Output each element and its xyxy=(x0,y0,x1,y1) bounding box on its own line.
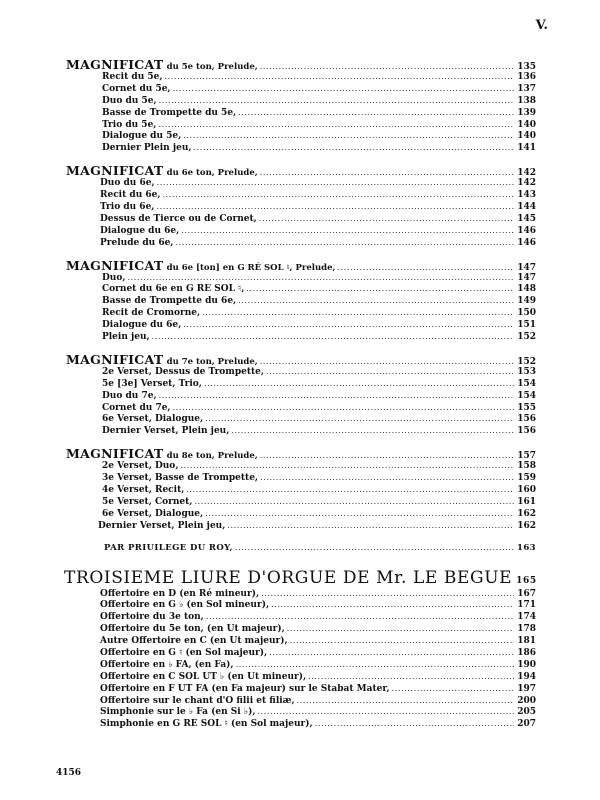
page-ref: 156 xyxy=(517,426,536,437)
page-ref: 152 xyxy=(517,332,536,343)
section-detail: du 6e ton, Prelude, xyxy=(166,168,258,179)
toc-entry xyxy=(66,484,536,496)
entry-label: 4e Verset, Recit, xyxy=(102,485,185,496)
entry-label: Dialogue du 5e, xyxy=(102,131,182,142)
entry-label: Recit du 5e, xyxy=(102,72,163,82)
toc-entry xyxy=(66,307,536,319)
entry-label: 5e [3e] Verset, Trio, xyxy=(102,378,202,389)
printer-signature: 4156 xyxy=(56,768,82,778)
book-title-label: TROISIEME LIURE D'ORGUE DE Mr. LE BEGUE xyxy=(64,567,513,588)
toc-entry xyxy=(66,225,536,237)
section-title: MAGNIFICAT xyxy=(66,446,164,462)
page-ref: 194 xyxy=(517,671,536,682)
page-ref: 150 xyxy=(517,308,536,319)
book-title xyxy=(64,568,536,588)
page-ref: 148 xyxy=(517,284,536,295)
page-ref: 144 xyxy=(517,202,536,213)
entry-label: 6e Verset, Dialogue, xyxy=(102,508,204,519)
page-ref: 146 xyxy=(517,225,536,236)
page-ref: 161 xyxy=(517,496,536,507)
entry-label: Basse de Trompette du 6e, xyxy=(102,296,237,307)
page-ref: 147 xyxy=(517,272,536,283)
entry-label: 6e Verset, Dialogue, xyxy=(102,414,204,425)
page-ref: 155 xyxy=(517,402,536,413)
toc-entry xyxy=(66,472,536,484)
toc-entry xyxy=(66,425,536,437)
page-ref: 145 xyxy=(517,213,536,224)
entry-label: Offertoire en G ♭ (en Sol mineur), xyxy=(100,600,270,611)
entry-label: Offertoire en C SOL UT ♭ (en Ut mineur), xyxy=(100,671,307,682)
page-ref: 136 xyxy=(517,72,536,82)
page-ref: 158 xyxy=(517,461,536,472)
entry-label: Dernier Verset, Plein jeu, xyxy=(102,426,230,437)
toc-entry xyxy=(66,83,536,95)
page-ref: 186 xyxy=(517,647,536,658)
section-heading xyxy=(66,58,536,71)
entry-label: Autre Offertoire en C (en Ut majeur), xyxy=(100,636,288,647)
section-title: MAGNIFICAT xyxy=(66,57,164,72)
entry-label: Dialogue du 6e, xyxy=(100,225,180,236)
toc-entry xyxy=(66,390,536,402)
page-ref: 200 xyxy=(517,695,536,706)
toc-entry xyxy=(66,635,536,647)
section-title: MAGNIFICAT xyxy=(66,257,164,273)
page-ref: 162 xyxy=(517,520,536,531)
toc-entry xyxy=(66,283,536,295)
toc-entry xyxy=(66,623,536,635)
page-ref: 163 xyxy=(517,542,536,553)
entry-label: Prelude du 6e, xyxy=(100,237,174,248)
toc-entry xyxy=(66,107,536,119)
entry-label: Simphonie en G RE SOL ♮ (en Sol majeur), xyxy=(100,719,313,730)
toc-entry xyxy=(66,95,536,107)
entry-label: Offertoire en ♭ FA, (en Fa), xyxy=(100,659,234,670)
toc-entry xyxy=(66,130,536,142)
entry-label: Cornet du 7e, xyxy=(102,402,171,413)
toc-entry xyxy=(66,413,536,425)
page-ref: 174 xyxy=(517,612,536,623)
entry-label: Offertoire en D (en Ré mineur), xyxy=(100,588,260,599)
toc-entry xyxy=(66,402,536,414)
page-ref: 157 xyxy=(517,451,536,462)
page-ref: 205 xyxy=(517,707,536,718)
page-ref: 154 xyxy=(517,378,536,389)
toc-entry xyxy=(66,718,536,730)
toc-entry xyxy=(66,706,536,718)
section-heading xyxy=(66,447,536,460)
page-ref: 197 xyxy=(517,683,536,694)
toc-entry xyxy=(66,520,536,532)
page-ref: 151 xyxy=(517,320,536,331)
page-ref: 149 xyxy=(517,296,536,307)
toc-entry xyxy=(66,201,536,213)
page-ref: 139 xyxy=(517,107,536,118)
toc-entry xyxy=(66,177,536,189)
section-heading xyxy=(66,259,536,272)
toc-entry xyxy=(66,460,536,472)
page-ref: 162 xyxy=(517,508,536,519)
toc-entry xyxy=(66,599,536,611)
entry-label: 2e Verset, Duo, xyxy=(102,461,179,472)
entry-label: Offertoire du 3e ton, xyxy=(100,612,204,623)
page-ref: 190 xyxy=(517,659,536,670)
page-ref: 159 xyxy=(517,473,536,484)
page-ref: 178 xyxy=(517,624,536,635)
toc-entry xyxy=(66,659,536,671)
section-detail: du 7e ton, Prelude, xyxy=(166,356,258,367)
entry-label: Trio du 6e, xyxy=(100,202,155,213)
toc-entry xyxy=(66,213,536,225)
entry-label: Trio du 5e, xyxy=(102,119,157,130)
toc-entry xyxy=(66,378,536,390)
toc-entry xyxy=(66,611,536,623)
page-number: V. xyxy=(535,18,548,33)
table-of-contents xyxy=(66,58,536,730)
page-ref: 156 xyxy=(517,414,536,425)
section-heading xyxy=(66,164,536,177)
entry-label: Basse de Trompette du 5e, xyxy=(102,107,237,118)
page-ref: 140 xyxy=(517,119,536,130)
entry-label: Plein jeu, xyxy=(102,332,150,343)
toc-entry xyxy=(66,272,536,284)
page-ref: 153 xyxy=(517,366,536,377)
entry-label: Dialogue du 6e, xyxy=(102,320,182,331)
section-heading xyxy=(66,353,536,366)
entry-label: Dernier Verset, Plein jeu, xyxy=(98,520,226,531)
section-detail: du 6e [ton] en G RÉ SOL ♮, Prelude, xyxy=(166,262,336,273)
page-ref: 167 xyxy=(517,588,536,599)
entry-label: Duo du 7e, xyxy=(102,390,157,401)
toc-entry xyxy=(66,237,536,249)
toc-entry xyxy=(66,695,536,707)
toc-entry xyxy=(66,142,536,154)
toc-entry xyxy=(66,366,536,378)
entry-label: Offertoire du 5e ton, (en Ut majeur), xyxy=(100,624,285,635)
toc-entry xyxy=(66,496,536,508)
privilege-entry xyxy=(66,542,536,554)
toc-entry xyxy=(66,683,536,695)
page-ref: 165 xyxy=(516,575,537,586)
toc-entry xyxy=(66,71,536,83)
entry-label: Duo, xyxy=(102,272,126,283)
section-title: MAGNIFICAT xyxy=(66,163,164,179)
page-ref: 147 xyxy=(517,262,536,273)
toc-entry xyxy=(66,189,536,201)
entry-label: Cornet du 6e en G RE SOL ♮, xyxy=(102,284,245,295)
toc-entry xyxy=(66,671,536,683)
toc-entry xyxy=(66,647,536,659)
entry-label: 2e Verset, Dessus de Trompette, xyxy=(102,366,265,377)
page-ref: 181 xyxy=(517,636,536,647)
page-ref: 207 xyxy=(517,719,536,730)
entry-label: Simphonie sur le ♭ Fa (en Si ♭), xyxy=(100,707,256,718)
entry-label: Recit du 6e, xyxy=(100,190,161,201)
page-ref: 152 xyxy=(517,356,536,367)
page-ref: 138 xyxy=(517,95,536,106)
page-ref: 142 xyxy=(517,168,536,179)
section-title: MAGNIFICAT xyxy=(66,351,164,367)
entry-label: Dessus de Tierce ou de Cornet, xyxy=(100,213,257,224)
entry-label: Recit de Cromorne, xyxy=(102,308,201,319)
entry-label: Offertoire en G ♮ (en Sol majeur), xyxy=(100,647,268,658)
entry-label: Cornet du 5e, xyxy=(102,83,171,94)
toc-entry xyxy=(66,331,536,343)
page-ref: 142 xyxy=(517,178,536,189)
page-ref: 171 xyxy=(517,600,536,611)
entry-label: 5e Verset, Cornet, xyxy=(102,496,193,507)
entry-label: Dernier Plein jeu, xyxy=(102,143,192,154)
page-ref: 137 xyxy=(517,83,536,94)
entry-label: 3e Verset, Basse de Trompette, xyxy=(102,473,259,484)
page-ref: 140 xyxy=(517,131,536,142)
page-ref: 146 xyxy=(517,237,536,248)
page-ref: 154 xyxy=(517,390,536,401)
toc-entry xyxy=(66,508,536,520)
toc-entry xyxy=(66,588,536,600)
page-ref: 141 xyxy=(517,143,536,154)
entry-label: Duo du 5e, xyxy=(102,95,157,106)
toc-entry xyxy=(66,295,536,307)
entry-label: Offertoire sur le chant d'O filii et filiæ, xyxy=(100,695,295,706)
entry-label: Offertoire en F UT FA (en Fa majeur) sur le Stabat Mater, xyxy=(100,683,390,694)
section-detail: du 8e ton, Prelude, xyxy=(166,451,258,462)
toc-entry xyxy=(66,319,536,331)
entry-label: PAR PRIUILEGE DU ROY, xyxy=(104,542,233,553)
toc-entry xyxy=(66,119,536,131)
entry-label: Duo du 6e, xyxy=(100,178,155,189)
page-ref: 160 xyxy=(517,485,536,496)
section-detail: du 5e ton, Prelude, xyxy=(166,62,258,72)
page-ref: 143 xyxy=(517,190,536,201)
page-ref: 135 xyxy=(517,62,536,72)
